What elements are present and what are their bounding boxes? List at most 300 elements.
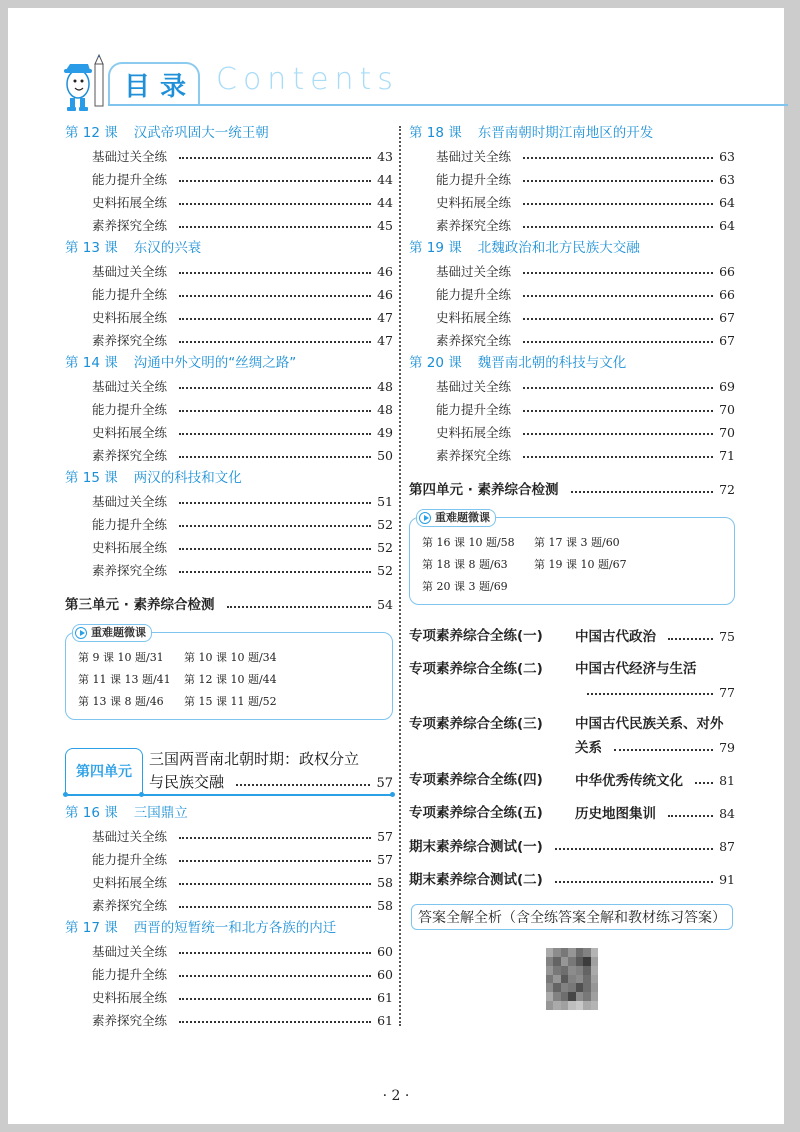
- page-number: 46: [377, 287, 393, 302]
- page-number: 66: [719, 264, 735, 279]
- lesson-number: 第 14 课: [65, 355, 118, 371]
- page-number: 57: [377, 852, 393, 867]
- lesson-title[interactable]: [65, 802, 393, 825]
- qr-cell: [553, 983, 560, 992]
- entry-topic: [575, 802, 735, 826]
- page-number: 87: [719, 839, 735, 854]
- topic-fill: [575, 769, 735, 793]
- lesson-title[interactable]: [65, 237, 393, 260]
- page-number: 75: [719, 629, 735, 644]
- leader-dots: [523, 203, 713, 205]
- entry-label: 能力提升全练: [92, 967, 168, 982]
- lesson-name: 东晋南朝时期江南地区的开发: [477, 125, 654, 141]
- qr-cell: [591, 1001, 598, 1010]
- leader-dots: [179, 525, 371, 527]
- right-column: [409, 122, 735, 1010]
- qr-cell: [546, 983, 553, 992]
- leader-dots: [523, 387, 713, 389]
- lesson-number: 第 15 课: [65, 470, 118, 486]
- special-practice-entry[interactable]: [409, 769, 735, 793]
- leader-dots: [179, 502, 371, 504]
- weike-tag: [416, 509, 496, 527]
- leader-dots: [523, 410, 713, 412]
- header-rule: [108, 104, 788, 106]
- page-number: 45: [377, 218, 393, 233]
- entry-label: 史料拓展全练: [92, 990, 168, 1005]
- qr-cell: [546, 992, 553, 1001]
- page-number: 70: [719, 425, 735, 440]
- toc-entry[interactable]: [65, 375, 393, 398]
- entry-label: 专项素养综合全练(二): [409, 661, 543, 677]
- topic-text: 历史地图集训: [575, 806, 656, 822]
- qr-cell: [576, 992, 583, 1001]
- page-number: 66: [719, 287, 735, 302]
- qr-cell: [568, 983, 575, 992]
- entry-label: 基础过关全练: [92, 944, 168, 959]
- leader-dots: [179, 433, 371, 435]
- entry-label: 基础过关全练: [436, 149, 512, 164]
- column-divider: [399, 126, 401, 1026]
- toc-entry[interactable]: [409, 168, 735, 191]
- unit-rule: [65, 794, 393, 796]
- toc-entry[interactable]: [65, 490, 393, 513]
- qr-cell: [568, 1001, 575, 1010]
- page-number: 84: [719, 806, 735, 821]
- leader-dots: [179, 837, 371, 839]
- page-number: 46: [377, 264, 393, 279]
- toc-entry[interactable]: [409, 444, 735, 467]
- qr-cell: [591, 992, 598, 1001]
- entry-label: 基础过关全练: [92, 379, 168, 394]
- page-number: 70: [719, 402, 735, 417]
- leader-dots: [668, 638, 713, 640]
- entry-label: 史料拓展全练: [436, 310, 512, 325]
- lesson-name: 东汉的兴衰: [133, 240, 202, 256]
- qr-cell: [591, 957, 598, 966]
- lesson-number: 第 17 课: [65, 920, 118, 936]
- weike-item[interactable]: 第 13 课 8 题/46: [78, 695, 164, 708]
- page-number: 64: [719, 218, 735, 233]
- leader-dots: [179, 226, 371, 228]
- toc-entry[interactable]: [65, 444, 393, 467]
- qr-cell: [583, 1001, 590, 1010]
- topic-text-line2: 关系: [575, 740, 602, 756]
- leader-dots: [555, 881, 713, 883]
- qr-code[interactable]: [546, 948, 598, 1010]
- weike-item[interactable]: 第 11 课 13 题/41: [78, 673, 171, 686]
- entry-label: 素养探究全练: [92, 448, 168, 463]
- page-number: 54: [377, 597, 393, 612]
- play-icon: [75, 627, 87, 639]
- page-number: 47: [377, 333, 393, 348]
- page-number: 69: [719, 379, 735, 394]
- lesson-title[interactable]: [65, 917, 393, 940]
- leader-dots: [523, 341, 713, 343]
- toc-entry[interactable]: [409, 421, 735, 444]
- entry-label: 素养探究全练: [436, 448, 512, 463]
- page: [8, 8, 784, 1124]
- qr-cell: [546, 957, 553, 966]
- qr-cell: [591, 983, 598, 992]
- qr-cell: [591, 948, 598, 957]
- entry-label: 史料拓展全练: [436, 195, 512, 210]
- qr-cell: [553, 957, 560, 966]
- qr-cell: [553, 992, 560, 1001]
- special-practice-entry[interactable]: [409, 802, 735, 826]
- qr-cell: [591, 966, 598, 975]
- qr-cell: [576, 948, 583, 957]
- leader-dots: [179, 571, 371, 573]
- entry-label: 专项素养综合全练(一): [409, 628, 543, 644]
- final-exam-entry[interactable]: [409, 868, 735, 892]
- entry-label: 第三单元 · 素养综合检测: [65, 597, 215, 613]
- leader-dots: [523, 180, 713, 182]
- page-number: 51: [377, 494, 393, 509]
- toc-entry[interactable]: [65, 559, 393, 582]
- entry-label: 史料拓展全练: [92, 195, 168, 210]
- toc-entry[interactable]: [65, 513, 393, 536]
- toc-entry[interactable]: [409, 260, 735, 283]
- answer-key-box[interactable]: 答案全解全析（含全练答案全解和教材练习答案）: [411, 904, 733, 930]
- weike-list: [422, 532, 724, 598]
- page-number: 60: [377, 944, 393, 959]
- weike-tag-label: 重难题微课: [91, 626, 146, 639]
- page-number: 63: [719, 172, 735, 187]
- weike-item[interactable]: 第 20 课 3 题/69: [422, 580, 508, 593]
- page-number: 61: [377, 1013, 393, 1028]
- leader-dots: [179, 341, 371, 343]
- toc-entry[interactable]: [409, 306, 735, 329]
- page-number: 57: [377, 829, 393, 844]
- qr-cell: [561, 992, 568, 1001]
- leader-dots: [668, 815, 713, 817]
- page-number: 81: [719, 773, 735, 788]
- weike-list: [78, 647, 382, 713]
- entry-label: 史料拓展全练: [92, 425, 168, 440]
- topic-fill: [575, 681, 735, 704]
- page-number: 79: [719, 740, 735, 755]
- special-practice-entry[interactable]: [409, 658, 735, 704]
- entry-label: 基础过关全练: [92, 264, 168, 279]
- page-number: 44: [377, 172, 393, 187]
- weike-item[interactable]: 第 16 课 10 题/58: [422, 536, 515, 549]
- toc-entry[interactable]: [65, 145, 393, 168]
- toc-entry[interactable]: [409, 375, 735, 398]
- page-number: 44: [377, 195, 393, 210]
- page-number: 47: [377, 310, 393, 325]
- leader-dots: [179, 883, 371, 885]
- page-number: 63: [719, 149, 735, 164]
- leader-dots: [179, 456, 371, 458]
- entry-label: 能力提升全练: [436, 172, 512, 187]
- lesson-number: 第 18 课: [409, 125, 462, 141]
- toc-entry[interactable]: [409, 214, 735, 237]
- qr-cell: [568, 992, 575, 1001]
- entry-label: 素养探究全练: [92, 333, 168, 348]
- lesson-title[interactable]: [65, 122, 393, 145]
- entry-label: 史料拓展全练: [92, 875, 168, 890]
- toc-entry[interactable]: [409, 191, 735, 214]
- qr-cell: [576, 957, 583, 966]
- special-practice-entry[interactable]: [409, 713, 735, 760]
- lesson-name: 西晋的短暂统一和北方各族的内迁: [133, 920, 337, 936]
- toc-entry[interactable]: [65, 848, 393, 871]
- mascot-pencil-icon: [62, 54, 108, 112]
- lesson-title[interactable]: [65, 352, 393, 375]
- topic-fill: [575, 625, 735, 649]
- final-exams-list: [409, 835, 735, 892]
- qr-cell: [583, 975, 590, 984]
- entry-label: 基础过关全练: [92, 829, 168, 844]
- play-icon: [419, 512, 431, 524]
- qr-cell: [561, 966, 568, 975]
- toc-entry[interactable]: [409, 145, 735, 168]
- lesson-number: 第 19 课: [409, 240, 462, 256]
- entry-label: 史料拓展全练: [92, 310, 168, 325]
- unit3-test-entry[interactable]: [65, 592, 393, 618]
- qr-cell: [546, 1001, 553, 1010]
- entry-topic: [575, 658, 735, 704]
- unit-title-line1: 三国两晋南北朝时期：政权分立: [149, 750, 360, 768]
- toc-entry[interactable]: [65, 168, 393, 191]
- toc-entry[interactable]: [65, 894, 393, 917]
- page-number: 43: [377, 149, 393, 164]
- lesson-name: 三国鼎立: [133, 805, 188, 821]
- toc-entry[interactable]: [65, 825, 393, 848]
- page-number: 48: [377, 402, 393, 417]
- leader-dots: [571, 491, 714, 493]
- leader-dots: [523, 433, 713, 435]
- page-number: 91: [719, 872, 735, 887]
- toc-entry[interactable]: [65, 963, 393, 986]
- toc-header: [56, 48, 736, 118]
- entry-topic: [575, 713, 735, 760]
- qr-cell: [583, 948, 590, 957]
- leader-dots: [179, 387, 371, 389]
- leader-dots: [523, 157, 713, 159]
- qr-cell: [561, 975, 568, 984]
- lesson-name: 魏晋南北朝的科技与文化: [477, 355, 627, 371]
- entry-label: 基础过关全练: [436, 264, 512, 279]
- lesson-name: 汉武帝巩固大一统王朝: [133, 125, 269, 141]
- entry-label: 素养探究全练: [92, 1013, 168, 1028]
- qr-cell: [561, 1001, 568, 1010]
- weike-item[interactable]: 第 15 课 11 题/52: [184, 695, 277, 708]
- entry-label: 期末素养综合测试(二): [409, 872, 543, 888]
- page-number-footer: · 2 ·: [382, 1088, 410, 1104]
- lesson-title[interactable]: [409, 237, 735, 260]
- toc-entry[interactable]: [409, 329, 735, 352]
- entry-label: 基础过关全练: [92, 149, 168, 164]
- toc-entry[interactable]: [65, 536, 393, 559]
- leader-dots: [523, 456, 713, 458]
- leader-dots: [179, 203, 371, 205]
- topic-text: 中国古代政治: [575, 629, 656, 645]
- leader-dots: [179, 860, 371, 862]
- leader-dots: [179, 295, 371, 297]
- page-number: 50: [377, 448, 393, 463]
- page-number: 58: [377, 898, 393, 913]
- weike-item[interactable]: 第 9 课 10 题/31: [78, 651, 164, 664]
- qr-cell: [546, 948, 553, 957]
- topic-fill: [575, 802, 735, 826]
- entry-label: 基础过关全练: [92, 494, 168, 509]
- qr-cell: [576, 983, 583, 992]
- qr-cell: [583, 957, 590, 966]
- leader-dots: [179, 975, 371, 977]
- toc-entry[interactable]: [65, 191, 393, 214]
- entry-label: 基础过关全练: [436, 379, 512, 394]
- weike-item[interactable]: 第 10 课 10 题/34: [184, 651, 277, 664]
- entry-label: 能力提升全练: [92, 517, 168, 532]
- toc-entry[interactable]: [65, 421, 393, 444]
- toc-entry[interactable]: [65, 283, 393, 306]
- qr-cell: [553, 975, 560, 984]
- leader-dots: [179, 157, 371, 159]
- qr-cell: [583, 983, 590, 992]
- page-title: 目录: [124, 72, 197, 102]
- topic-text: 中国古代经济与生活: [575, 661, 697, 677]
- qr-cell: [568, 957, 575, 966]
- entry-topic: [575, 769, 735, 793]
- weike-item[interactable]: 第 17 课 3 题/60: [534, 536, 620, 549]
- page-number: 58: [377, 875, 393, 890]
- page-number: 67: [719, 310, 735, 325]
- page-number: 61: [377, 990, 393, 1005]
- topic-text: 中华优秀传统文化: [575, 773, 683, 789]
- entry-label: 能力提升全练: [92, 172, 168, 187]
- qr-cell: [576, 975, 583, 984]
- weike-box-unit3: [65, 626, 393, 720]
- lesson-number: 第 12 课: [65, 125, 118, 141]
- page-number: 60: [377, 967, 393, 982]
- qr-cell: [561, 948, 568, 957]
- leader-dots: [555, 848, 713, 850]
- leader-dots: [179, 998, 371, 1000]
- toc-entry[interactable]: [65, 260, 393, 283]
- leader-dots: [227, 606, 372, 608]
- page-number: 52: [377, 563, 393, 578]
- page-number: 48: [377, 379, 393, 394]
- entry-label: 第四单元 · 素养综合检测: [409, 482, 559, 498]
- leader-dots: [179, 548, 371, 550]
- toc-entry[interactable]: [65, 398, 393, 421]
- entry-label: 专项素养综合全练(四): [409, 772, 543, 788]
- toc-entry[interactable]: [65, 214, 393, 237]
- leader-dots: [523, 272, 713, 274]
- leader-dots: [179, 180, 371, 182]
- entry-label: 专项素养综合全练(五): [409, 805, 543, 821]
- page-number: 52: [377, 540, 393, 555]
- entry-label: 能力提升全练: [436, 402, 512, 417]
- final-exam-entry[interactable]: [409, 835, 735, 859]
- qr-cell: [553, 948, 560, 957]
- qr-cell: [553, 966, 560, 975]
- toc-entry[interactable]: [65, 986, 393, 1009]
- lesson-name: 沟通中外文明的“丝绸之路”: [133, 355, 297, 371]
- toc-entry[interactable]: [409, 283, 735, 306]
- leader-dots: [179, 1021, 371, 1023]
- weike-item[interactable]: 第 12 课 10 题/44: [184, 673, 277, 686]
- lesson-title[interactable]: [65, 467, 393, 490]
- toc-entry[interactable]: [65, 871, 393, 894]
- page-number: 77: [719, 685, 735, 700]
- topic-text: 中国古代民族关系、对外: [575, 716, 724, 732]
- weike-item[interactable]: 第 19 课 10 题/67: [534, 558, 627, 571]
- page-number: 67: [719, 333, 735, 348]
- unit-badge: 第四单元: [65, 748, 143, 795]
- weike-box-unit4: [409, 511, 735, 605]
- entry-label: 素养探究全练: [92, 563, 168, 578]
- qr-cell: [583, 992, 590, 1001]
- qr-cell: [568, 966, 575, 975]
- entry-label: 素养探究全练: [92, 218, 168, 233]
- unit4-test-entry[interactable]: [409, 477, 735, 503]
- entry-label: 素养探究全练: [92, 898, 168, 913]
- toc-entry[interactable]: [409, 398, 735, 421]
- lesson-title[interactable]: [409, 122, 735, 145]
- toc-entry[interactable]: [65, 329, 393, 352]
- page-number: 64: [719, 195, 735, 210]
- unit-rule-dot: [139, 792, 144, 797]
- entry-label: 能力提升全练: [92, 402, 168, 417]
- leader-dots: [236, 784, 370, 786]
- entry-label: 期末素养综合测试(一): [409, 839, 543, 855]
- weike-tag: [72, 624, 152, 642]
- toc-entry[interactable]: [65, 1009, 393, 1032]
- leader-dots: [614, 749, 713, 751]
- entry-label: 能力提升全练: [436, 287, 512, 302]
- qr-cell: [568, 948, 575, 957]
- page-number: 57: [376, 776, 393, 791]
- qr-cell: [561, 957, 568, 966]
- qr-cell: [568, 975, 575, 984]
- qr-cell: [561, 983, 568, 992]
- qr-cell: [576, 1001, 583, 1010]
- leader-dots: [587, 693, 713, 695]
- qr-cell: [546, 975, 553, 984]
- unit4-heading[interactable]: [65, 748, 393, 798]
- qr-cell: [546, 966, 553, 975]
- page-number: 72: [719, 482, 735, 497]
- qr-cell: [591, 975, 598, 984]
- leader-dots: [523, 295, 713, 297]
- lesson-title[interactable]: [409, 352, 735, 375]
- qr-cell: [583, 966, 590, 975]
- special-practice-entry[interactable]: [409, 625, 735, 649]
- lesson-number: 第 20 课: [409, 355, 462, 371]
- page-number: 52: [377, 517, 393, 532]
- entry-label: 能力提升全练: [92, 287, 168, 302]
- special-practice-list: [409, 625, 735, 826]
- leader-dots: [523, 318, 713, 320]
- page-number: 49: [377, 425, 393, 440]
- leader-dots: [179, 272, 371, 274]
- lesson-name: 北魏政治和北方民族大交融: [477, 240, 640, 256]
- leader-dots: [179, 952, 371, 954]
- page-number: 71: [719, 448, 735, 463]
- unit-title-line2: 与民族交融: [149, 773, 225, 791]
- lesson-number: 第 16 课: [65, 805, 118, 821]
- entry-label: 能力提升全练: [92, 852, 168, 867]
- lesson-number: 第 13 课: [65, 240, 118, 256]
- leader-dots: [179, 410, 371, 412]
- toc-entry[interactable]: [65, 306, 393, 329]
- lesson-name: 两汉的科技和文化: [133, 470, 242, 486]
- weike-item[interactable]: 第 18 课 8 题/63: [422, 558, 508, 571]
- toc-entry[interactable]: [65, 940, 393, 963]
- leader-dots: [179, 318, 371, 320]
